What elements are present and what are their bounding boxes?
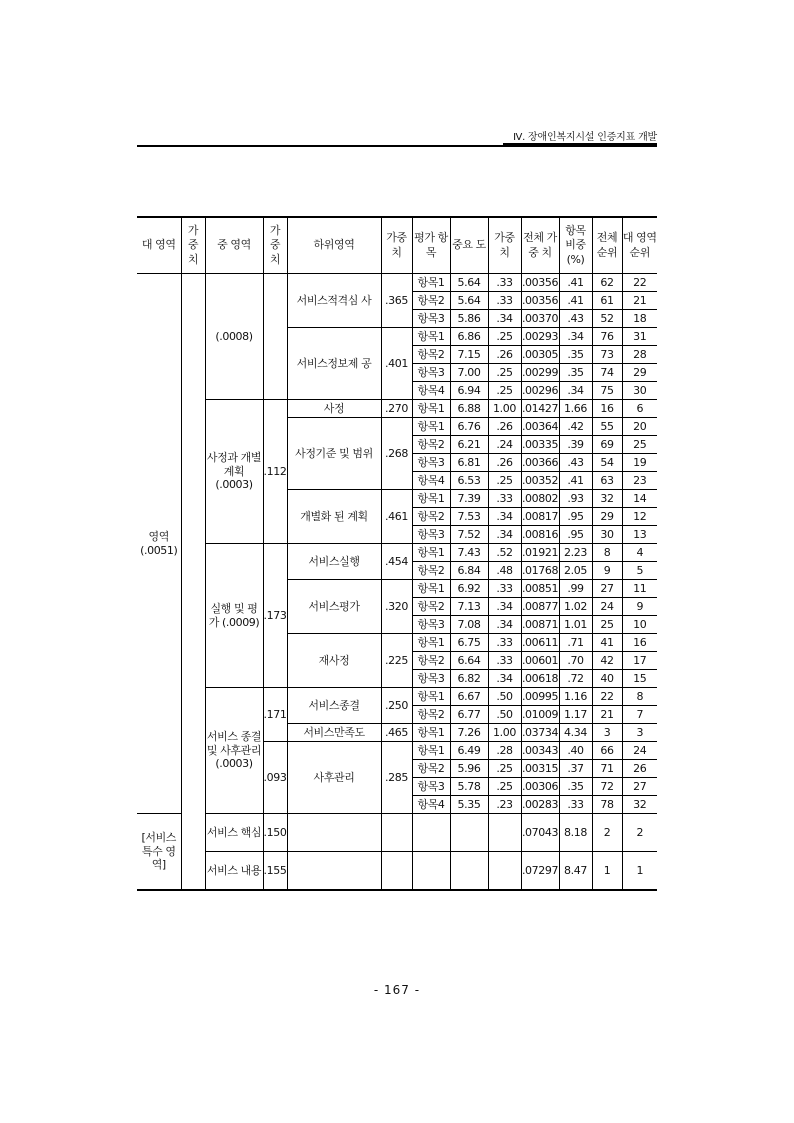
cell-item-weight: .25 — [488, 472, 521, 490]
cell-item: 항목3 — [412, 526, 450, 544]
cell-item-weight: .25 — [488, 778, 521, 796]
cell-overall-rank: 29 — [592, 508, 622, 526]
cell-sub-area — [287, 852, 381, 891]
cell-sub-weight — [381, 852, 412, 891]
cell-item: 항목1 — [412, 400, 450, 418]
cell-item — [412, 852, 450, 891]
cell-total-weight: .00299 — [521, 364, 559, 382]
cell-overall-rank: 75 — [592, 382, 622, 400]
header-item-weight: 가중 치 — [488, 217, 521, 274]
cell-total-weight: .00306 — [521, 778, 559, 796]
cell-item-weight: .26 — [488, 346, 521, 364]
cell-importance: 6.92 — [450, 580, 488, 598]
cell-importance: 6.94 — [450, 382, 488, 400]
cell-item-share: .37 — [559, 760, 592, 778]
cell-item-weight: .33 — [488, 490, 521, 508]
header-major-area: 대 영역 — [137, 217, 181, 274]
cell-area-rank: 12 — [622, 508, 657, 526]
cell-sub-weight: .285 — [381, 742, 412, 814]
cell-overall-rank: 3 — [592, 724, 622, 742]
cell-item-weight — [488, 814, 521, 852]
cell-area-rank: 3 — [622, 724, 657, 742]
cell-area-rank: 28 — [622, 346, 657, 364]
cell-total-weight: .00370 — [521, 310, 559, 328]
cell-item-weight: .52 — [488, 544, 521, 562]
cell-mid-weight: .112 — [263, 400, 287, 544]
cell-item-weight: 1.00 — [488, 400, 521, 418]
cell-item-share: 2.05 — [559, 562, 592, 580]
cell-total-weight: .00305 — [521, 346, 559, 364]
cell-area-rank: 20 — [622, 418, 657, 436]
cell-sub-weight: .250 — [381, 688, 412, 724]
cell-total-weight: .03734 — [521, 724, 559, 742]
cell-overall-rank: 76 — [592, 328, 622, 346]
cell-area-rank: 16 — [622, 634, 657, 652]
cell-total-weight: .00293 — [521, 328, 559, 346]
cell-sub-weight: .465 — [381, 724, 412, 742]
table-row — [137, 814, 657, 852]
cell-sub-weight: .225 — [381, 634, 412, 688]
cell-area-rank: 1 — [622, 852, 657, 891]
table-header-row — [137, 217, 657, 274]
cell-area-rank: 11 — [622, 580, 657, 598]
cell-item-share: .34 — [559, 382, 592, 400]
cell-mid-area: (.0008) — [205, 274, 263, 400]
cell-item: 항목1 — [412, 580, 450, 598]
cell-overall-rank: 40 — [592, 670, 622, 688]
cell-total-weight: .00366 — [521, 454, 559, 472]
cell-total-weight: .00335 — [521, 436, 559, 454]
cell-sub-area: 서비스실행 — [287, 544, 381, 580]
cell-item — [412, 814, 450, 852]
cell-total-weight: .00995 — [521, 688, 559, 706]
cell-mid-weight: .093 — [263, 742, 287, 814]
cell-item-weight: 1.00 — [488, 724, 521, 742]
cell-item: 항목2 — [412, 562, 450, 580]
cell-item: 항목1 — [412, 544, 450, 562]
cell-importance: 6.75 — [450, 634, 488, 652]
cell-importance: 7.26 — [450, 724, 488, 742]
cell-importance: 5.64 — [450, 292, 488, 310]
cell-overall-rank: 25 — [592, 616, 622, 634]
cell-item: 항목3 — [412, 310, 450, 328]
cell-item-share: 8.47 — [559, 852, 592, 891]
cell-overall-rank: 55 — [592, 418, 622, 436]
cell-item-share: 4.34 — [559, 724, 592, 742]
cell-importance: 5.78 — [450, 778, 488, 796]
cell-item: 항목1 — [412, 724, 450, 742]
cell-item-share: 8.18 — [559, 814, 592, 852]
cell-item-weight: .50 — [488, 688, 521, 706]
cell-overall-rank: 73 — [592, 346, 622, 364]
cell-item: 항목2 — [412, 598, 450, 616]
cell-importance: 6.86 — [450, 328, 488, 346]
cell-item-share: 1.16 — [559, 688, 592, 706]
cell-total-weight: .00352 — [521, 472, 559, 490]
cell-item: 항목3 — [412, 616, 450, 634]
cell-total-weight: .00601 — [521, 652, 559, 670]
cell-total-weight: .01427 — [521, 400, 559, 418]
cell-importance: 5.64 — [450, 274, 488, 292]
cell-total-weight: .00296 — [521, 382, 559, 400]
cell-sub-area: 서비스적격심 사 — [287, 274, 381, 328]
cell-item-share: .43 — [559, 310, 592, 328]
cell-mid-weight: .155 — [263, 852, 287, 891]
cell-sub-weight: .454 — [381, 544, 412, 580]
cell-item-weight: .33 — [488, 634, 521, 652]
cell-sub-area — [287, 814, 381, 852]
cell-item: 항목2 — [412, 292, 450, 310]
cell-overall-rank: 30 — [592, 526, 622, 544]
cell-area-rank: 19 — [622, 454, 657, 472]
cell-item: 항목3 — [412, 670, 450, 688]
cell-item-weight: .34 — [488, 526, 521, 544]
cell-importance: 6.67 — [450, 688, 488, 706]
cell-overall-rank: 54 — [592, 454, 622, 472]
cell-item-weight: .33 — [488, 580, 521, 598]
cell-item-share: 1.01 — [559, 616, 592, 634]
cell-area-rank: 25 — [622, 436, 657, 454]
cell-item-weight: .34 — [488, 508, 521, 526]
header-mid-area: 중 영역 — [205, 217, 263, 274]
cell-importance: 6.82 — [450, 670, 488, 688]
table-row — [137, 400, 657, 418]
cell-item-weight: .34 — [488, 616, 521, 634]
cell-importance: 6.64 — [450, 652, 488, 670]
cell-importance — [450, 852, 488, 891]
cell-item: 항목1 — [412, 742, 450, 760]
cell-major-area: 영역 (.0051) — [137, 274, 181, 814]
cell-overall-rank: 27 — [592, 580, 622, 598]
cell-total-weight: .01768 — [521, 562, 559, 580]
cell-item: 항목1 — [412, 634, 450, 652]
cell-mid-weight: .171 — [263, 688, 287, 742]
cell-area-rank: 24 — [622, 742, 657, 760]
cell-overall-rank: 1 — [592, 852, 622, 891]
cell-sub-weight: .270 — [381, 400, 412, 418]
cell-item-share: .93 — [559, 490, 592, 508]
cell-importance: 6.76 — [450, 418, 488, 436]
cell-item: 항목1 — [412, 274, 450, 292]
cell-overall-rank: 41 — [592, 634, 622, 652]
cell-total-weight: .00283 — [521, 796, 559, 814]
cell-item: 항목2 — [412, 760, 450, 778]
cell-item: 항목1 — [412, 418, 450, 436]
cell-mid-area: 서비스 종결 및 사후관리 (.0003) — [205, 688, 263, 814]
cell-overall-rank: 66 — [592, 742, 622, 760]
cell-mid-area: 서비스 핵심 — [205, 814, 263, 852]
cell-overall-rank: 52 — [592, 310, 622, 328]
cell-total-weight: .00802 — [521, 490, 559, 508]
cell-total-weight: .07043 — [521, 814, 559, 852]
cell-area-rank: 8 — [622, 688, 657, 706]
cell-overall-rank: 16 — [592, 400, 622, 418]
cell-item-share: .40 — [559, 742, 592, 760]
cell-total-weight: .07297 — [521, 852, 559, 891]
cell-overall-rank: 61 — [592, 292, 622, 310]
cell-total-weight: .00817 — [521, 508, 559, 526]
cell-item-share: .99 — [559, 580, 592, 598]
cell-total-weight: .00611 — [521, 634, 559, 652]
cell-total-weight: .00851 — [521, 580, 559, 598]
cell-overall-rank: 22 — [592, 688, 622, 706]
cell-total-weight: .00356 — [521, 292, 559, 310]
header-overall-rank: 전체 순위 — [592, 217, 622, 274]
cell-overall-rank: 62 — [592, 274, 622, 292]
cell-item: 항목1 — [412, 328, 450, 346]
header-sub-weight: 가중 치 — [381, 217, 412, 274]
cell-sub-area: 사정 — [287, 400, 381, 418]
cell-item: 항목3 — [412, 454, 450, 472]
cell-item: 항목3 — [412, 364, 450, 382]
cell-mid-area: 실행 및 평가 (.0009) — [205, 544, 263, 688]
cell-total-weight: .00618 — [521, 670, 559, 688]
cell-item-share: .70 — [559, 652, 592, 670]
cell-mid-weight: .173 — [263, 544, 287, 688]
cell-item-weight: .33 — [488, 274, 521, 292]
cell-item-share: .95 — [559, 508, 592, 526]
cell-area-rank: 29 — [622, 364, 657, 382]
cell-item-share: .39 — [559, 436, 592, 454]
cell-item-share: .35 — [559, 364, 592, 382]
cell-total-weight: .00877 — [521, 598, 559, 616]
running-head: Ⅳ. 장애인복지시설 인증지표 개발 — [513, 132, 657, 143]
cell-item-weight: .28 — [488, 742, 521, 760]
cell-area-rank: 23 — [622, 472, 657, 490]
cell-importance: 6.88 — [450, 400, 488, 418]
cell-importance: 6.77 — [450, 706, 488, 724]
cell-item-weight: .25 — [488, 364, 521, 382]
cell-area-rank: 17 — [622, 652, 657, 670]
cell-area-rank: 5 — [622, 562, 657, 580]
cell-item-weight: .34 — [488, 310, 521, 328]
cell-importance — [450, 814, 488, 852]
cell-area-rank: 9 — [622, 598, 657, 616]
cell-sub-weight: .268 — [381, 418, 412, 490]
cell-item: 항목2 — [412, 652, 450, 670]
cell-item-share: 1.02 — [559, 598, 592, 616]
cell-importance: 7.00 — [450, 364, 488, 382]
cell-area-rank: 31 — [622, 328, 657, 346]
cell-item-weight: .33 — [488, 652, 521, 670]
cell-item-share: .35 — [559, 346, 592, 364]
cell-item-share: .72 — [559, 670, 592, 688]
indicator-weight-table — [137, 216, 657, 891]
header-item: 평가 항목 — [412, 217, 450, 274]
header-importance: 중요 도 — [450, 217, 488, 274]
cell-sub-weight: .401 — [381, 328, 412, 400]
cell-overall-rank: 71 — [592, 760, 622, 778]
cell-importance: 7.08 — [450, 616, 488, 634]
header-sub-area: 하위영역 — [287, 217, 381, 274]
cell-importance: 5.35 — [450, 796, 488, 814]
cell-total-weight: .01009 — [521, 706, 559, 724]
cell-mid-weight — [263, 274, 287, 400]
cell-importance: 7.52 — [450, 526, 488, 544]
cell-item: 항목4 — [412, 472, 450, 490]
cell-area-rank: 14 — [622, 490, 657, 508]
cell-importance: 6.21 — [450, 436, 488, 454]
cell-sub-area: 사후관리 — [287, 742, 381, 814]
cell-overall-rank: 32 — [592, 490, 622, 508]
cell-item: 항목2 — [412, 706, 450, 724]
cell-area-rank: 27 — [622, 778, 657, 796]
cell-item-weight: .24 — [488, 436, 521, 454]
cell-sub-weight — [381, 814, 412, 852]
cell-item-share: .41 — [559, 472, 592, 490]
cell-importance: 7.53 — [450, 508, 488, 526]
cell-sub-weight: .320 — [381, 580, 412, 634]
cell-area-rank: 30 — [622, 382, 657, 400]
cell-area-rank: 26 — [622, 760, 657, 778]
cell-total-weight: .00356 — [521, 274, 559, 292]
cell-item-weight: .26 — [488, 418, 521, 436]
cell-overall-rank: 72 — [592, 778, 622, 796]
cell-overall-rank: 74 — [592, 364, 622, 382]
cell-item: 항목2 — [412, 346, 450, 364]
cell-overall-rank: 63 — [592, 472, 622, 490]
cell-item-weight: .33 — [488, 292, 521, 310]
cell-overall-rank: 2 — [592, 814, 622, 852]
cell-importance: 7.13 — [450, 598, 488, 616]
cell-area-rank: 13 — [622, 526, 657, 544]
cell-importance: 7.15 — [450, 346, 488, 364]
cell-total-weight: .00343 — [521, 742, 559, 760]
cell-item-weight — [488, 852, 521, 891]
cell-importance: 6.84 — [450, 562, 488, 580]
cell-importance: 5.96 — [450, 760, 488, 778]
cell-importance: 6.53 — [450, 472, 488, 490]
cell-item-weight: .25 — [488, 382, 521, 400]
cell-item-share: 1.17 — [559, 706, 592, 724]
cell-item-weight: .25 — [488, 328, 521, 346]
cell-importance: 7.43 — [450, 544, 488, 562]
cell-sub-area: 서비스종결 — [287, 688, 381, 724]
table-body — [137, 274, 657, 891]
cell-item-share: .42 — [559, 418, 592, 436]
cell-total-weight: .00315 — [521, 760, 559, 778]
table-row — [137, 274, 657, 292]
cell-item: 항목4 — [412, 796, 450, 814]
cell-area-rank: 32 — [622, 796, 657, 814]
cell-importance: 7.39 — [450, 490, 488, 508]
cell-area-rank: 10 — [622, 616, 657, 634]
cell-sub-area: 재사정 — [287, 634, 381, 688]
cell-item: 항목2 — [412, 436, 450, 454]
cell-item-share: .41 — [559, 292, 592, 310]
cell-overall-rank: 21 — [592, 706, 622, 724]
cell-item-weight: .25 — [488, 760, 521, 778]
cell-overall-rank: 9 — [592, 562, 622, 580]
cell-item-weight: .48 — [488, 562, 521, 580]
cell-overall-rank: 78 — [592, 796, 622, 814]
cell-mid-area: 사정과 개별계획 (.0003) — [205, 400, 263, 544]
cell-importance: 6.81 — [450, 454, 488, 472]
cell-item-share: .43 — [559, 454, 592, 472]
cell-area-rank: 6 — [622, 400, 657, 418]
cell-item-share: .35 — [559, 778, 592, 796]
cell-sub-area: 서비스만족도 — [287, 724, 381, 742]
cell-area-rank: 4 — [622, 544, 657, 562]
cell-item-weight: .34 — [488, 670, 521, 688]
cell-area-rank: 22 — [622, 274, 657, 292]
cell-major-area: [서비스 특수 영역] — [137, 814, 181, 891]
cell-total-weight: .01921 — [521, 544, 559, 562]
table-row — [137, 544, 657, 562]
cell-item: 항목1 — [412, 490, 450, 508]
cell-item-weight: .50 — [488, 706, 521, 724]
cell-area-rank: 21 — [622, 292, 657, 310]
table-row — [137, 852, 657, 891]
cell-item-share: .71 — [559, 634, 592, 652]
header-major-weight: 가 중 치 — [181, 217, 205, 274]
cell-total-weight: .00364 — [521, 418, 559, 436]
cell-importance: 6.49 — [450, 742, 488, 760]
cell-sub-area: 사정기준 및 범위 — [287, 418, 381, 490]
cell-overall-rank: 69 — [592, 436, 622, 454]
cell-item-share: .34 — [559, 328, 592, 346]
cell-major-weight — [181, 274, 205, 891]
cell-item-weight: .23 — [488, 796, 521, 814]
cell-item-weight: .34 — [488, 598, 521, 616]
header-rule-accent — [503, 143, 657, 147]
cell-item: 항목4 — [412, 382, 450, 400]
cell-item: 항목3 — [412, 778, 450, 796]
cell-item-share: 2.23 — [559, 544, 592, 562]
cell-area-rank: 15 — [622, 670, 657, 688]
cell-item-weight: .26 — [488, 454, 521, 472]
cell-item-share: .33 — [559, 796, 592, 814]
cell-overall-rank: 8 — [592, 544, 622, 562]
cell-item: 항목1 — [412, 688, 450, 706]
cell-total-weight: .00816 — [521, 526, 559, 544]
cell-sub-weight: .365 — [381, 274, 412, 328]
cell-sub-area: 서비스정보제 공 — [287, 328, 381, 400]
cell-importance: 5.86 — [450, 310, 488, 328]
cell-sub-area: 서비스평가 — [287, 580, 381, 634]
header-item-share: 항목 비중 (%) — [559, 217, 592, 274]
cell-item: 항목2 — [412, 508, 450, 526]
cell-total-weight: .00871 — [521, 616, 559, 634]
page-number: - 167 - — [373, 983, 421, 997]
cell-mid-area: 서비스 내용 — [205, 852, 263, 891]
cell-overall-rank: 42 — [592, 652, 622, 670]
cell-sub-weight: .461 — [381, 490, 412, 544]
cell-area-rank: 7 — [622, 706, 657, 724]
cell-overall-rank: 24 — [592, 598, 622, 616]
cell-item-share: .41 — [559, 274, 592, 292]
cell-item-share: 1.66 — [559, 400, 592, 418]
header-area-rank: 대 영역 순위 — [622, 217, 657, 274]
header-total-weight: 전체 가중 치 — [521, 217, 559, 274]
cell-area-rank: 2 — [622, 814, 657, 852]
cell-mid-weight: .150 — [263, 814, 287, 852]
cell-sub-area: 개별화 된 계획 — [287, 490, 381, 544]
cell-item-share: .95 — [559, 526, 592, 544]
cell-area-rank: 18 — [622, 310, 657, 328]
table-row — [137, 688, 657, 706]
header-mid-weight: 가 중 치 — [263, 217, 287, 274]
